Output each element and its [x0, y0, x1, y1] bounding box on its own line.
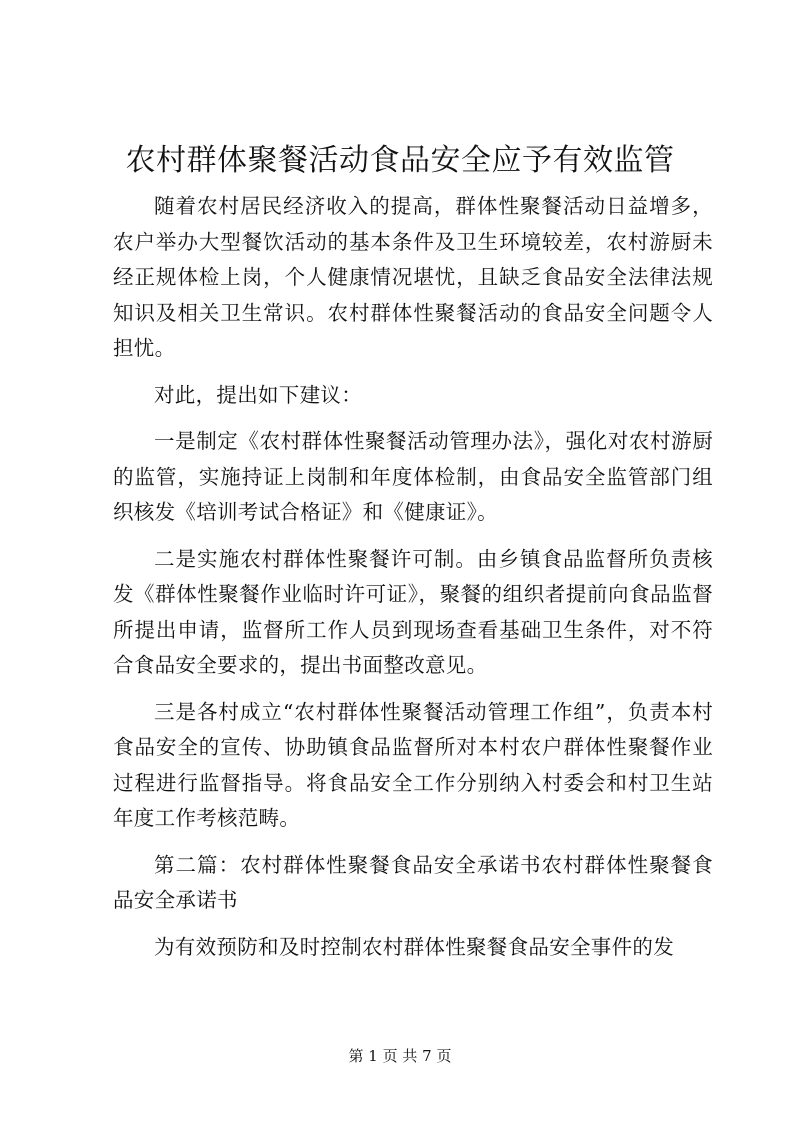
document-title: 农村群体聚餐活动食品安全应予有效监管: [125, 143, 675, 178]
paragraph-part-two-text: 为有效预防和及时控制农村群体性聚餐食品安全事件的发: [154, 934, 674, 959]
paragraph-part-two-heading: 第二篇：农村群体性聚餐食品安全承诺书农村群体性聚餐食品安全承诺书: [113, 852, 713, 912]
paragraph-suggestion-3: 三是各村成立“农村群体性聚餐活动管理工作组”，负责本村食品安全的宣传、协助镇食品监督所对本村农户群体性聚餐作业过程进行监督指导。将食品安全工作分别纳入村委会和村卫生站年度工作考核范畴。: [113, 699, 713, 830]
paragraph-suggestions-lead: 对此，提出如下建议：: [154, 382, 362, 407]
paragraph-intro: 随着农村居民经济收入的提高，群体性聚餐活动日益增多，农户举办大型餐饮活动的基本条件及卫生环境较差，农村游厨未经正规体检上岗，个人健康情况堪忧，且缺乏食品安全法律法规知识及相关卫生常识。农村群体性聚餐活动的食品安全问题令人担忧。: [113, 194, 713, 360]
page-number-footer: 第 1 页 共 7 页: [348, 1047, 452, 1065]
paragraph-suggestion-2: 二是实施农村群体性聚餐许可制。由乡镇食品监督所负责核发《群体性聚餐作业临时许可证》，聚餐的组织者提前向食品监督所提出申请，监督所工作人员到现场查看基础卫生条件，对不符合食品安全要求的，提出书面整改意见。: [113, 546, 713, 677]
paragraph-suggestion-1: 一是制定《农村群体性聚餐活动管理办法》，强化对农村游厨的监管，实施持证上岗制和年度体检制，由食品安全监管部门组织核发《培训考试合格证》和《健康证》。: [113, 429, 713, 524]
document-body: [113, 189, 713, 965]
